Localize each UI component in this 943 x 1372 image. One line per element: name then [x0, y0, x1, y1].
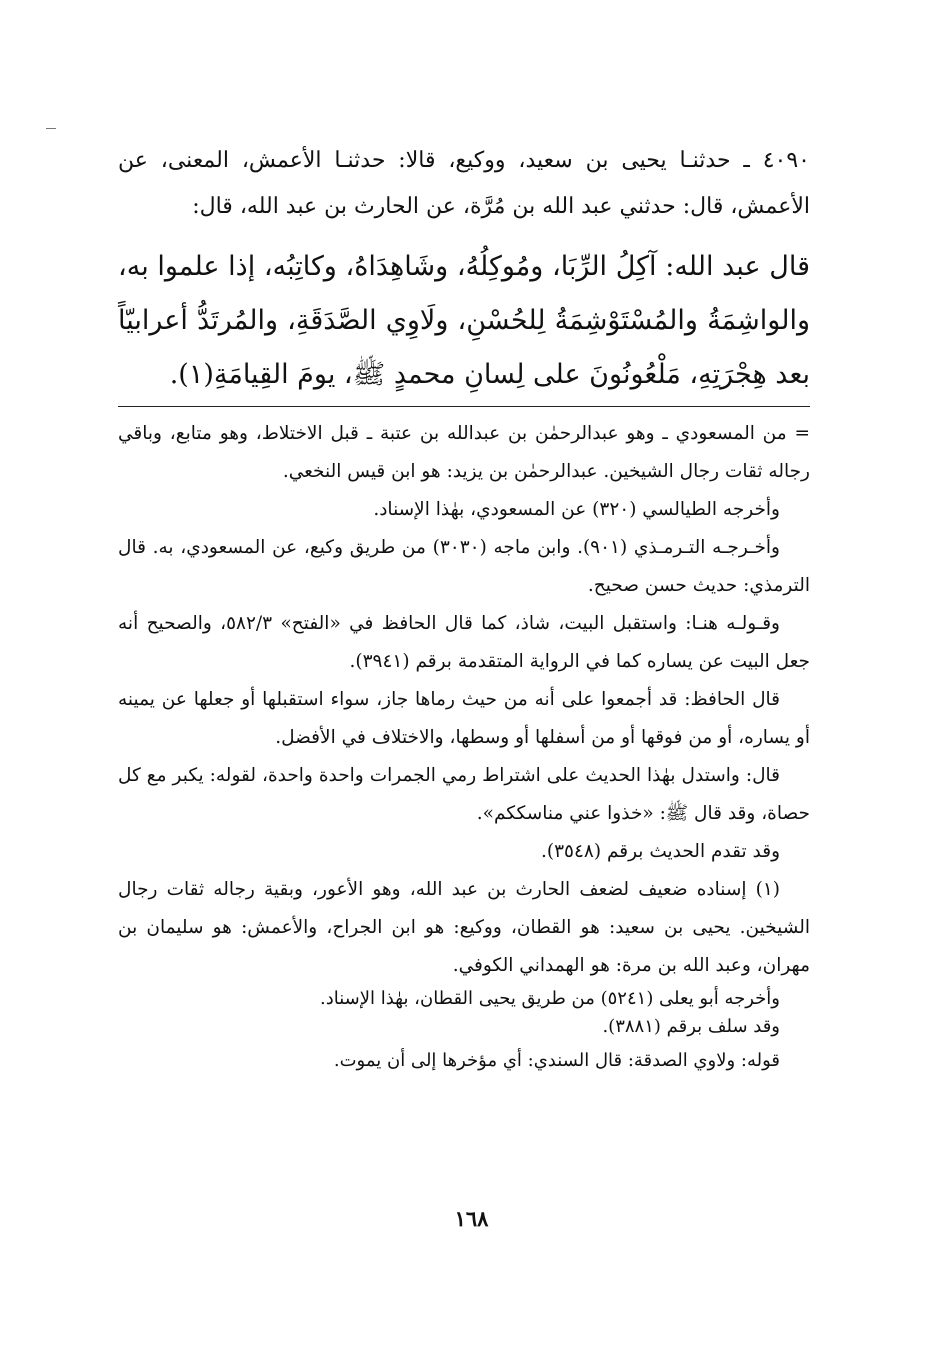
margin-mark: [46, 128, 56, 129]
footnote-continuation: = من المسعودي ـ وهو عبدالرحمٰن بن عبدالله بن عتبة ـ قبل الاختلاط، وهو متابع، وباقي رجاله ثقات رجال الشيخين. عبدالرحمٰن بن يزيد: هو ابن قيس النخعي.: [118, 423, 810, 482]
footnote-paragraph: وأخرجه الطيالسي (٣٢٠) عن المسعودي، بهٰذا الإسناد.: [373, 499, 780, 520]
footnote-paragraph: وقد سلف برقم (٣٨٨١).: [602, 1016, 780, 1037]
footnote-paragraph: وأخـرجـه التـرمـذي (٩٠١). وابن ماجه (٣٠٣٠) من طريق وكيع، عن المسعودي، به. قال الترمذي: حديث حسن صحيح.: [118, 537, 810, 596]
footnote-paragraph: قوله: ولاوي الصدقة: قال السندي: أي مؤخرها إلى أن يموت.: [333, 1050, 780, 1071]
footnote-paragraph: قال: واستدل بهٰذا الحديث على اشتراط رمي الجمرات واحدة واحدة، لقوله: يكبر مع كل حصاة، وقد قال ﷺ: «خذوا عني مناسككم».: [118, 765, 810, 824]
hadith-isnad: ٤٠٩٠ ـ حدثنـا يحيى بن سعيد، ووكيع، قالا: حدثنـا الأعمش، المعنى، عن الأعمش، قال: حدثني عبد الله بن مُرَّة، عن الحارث بن عبد الله، قال:: [118, 148, 810, 219]
footnote-paragraph: وأخرجه أبو يعلى (٥٢٤١) من طريق يحيى القطان، بهٰذا الإسناد.: [319, 988, 780, 1009]
footnote-separator: [118, 406, 810, 407]
footnote-paragraph: وقد تقدم الحديث برقم (٣٥٤٨).: [540, 841, 780, 862]
page-number: ١٦٨: [454, 1206, 489, 1231]
footnote-paragraph: وقـولـه هنـا: واستقبل البيت، شاذ، كما قال الحافظ في «الفتح» ٥٨٢/٣، والصحيح أنه جعل البيت عن يساره كما في الرواية المتقدمة برقم (٣٩٤١).: [118, 613, 810, 672]
page-content: [118, 138, 810, 1081]
footnote-1: (١) إسناده ضعيف لضعف الحارث بن عبد الله، وهو الأعور، وبقية رجاله ثقات رجال الشيخين. يحيى بن سعيد: هو القطان، ووكيع: هو ابن الجراح، والأعمش: هو سليمان بن مهران، وعبد الله بن مرة: هو الهمداني الكوفي.: [118, 879, 810, 976]
footnote-paragraph: قال الحافظ: قد أجمعوا على أنه من حيث رماها جاز، سواء استقبلها أو جعلها عن يمينه أو يساره، أو من فوقها أو من أسفلها أو وسطها، والاختلاف في الأفضل.: [118, 689, 810, 748]
hadith-matn: قال عبد الله: آكِلُ الرِّبَا، ومُوكِلُهُ، وشَاهِدَاهُ، وكاتِبُه، إذا علموا به، والواشِمَةُ والمُسْتَوْشِمَةُ لِلحُسْنِ، ولَاوِي الصَّدَقَةِ، والمُرتَدُّ أعرابيّاً بعد هِجْرَتِهِ، مَلْعُونُونَ على لِسانِ محمدٍ ﷺ، يومَ القِيامَةِ(١).: [118, 251, 810, 390]
